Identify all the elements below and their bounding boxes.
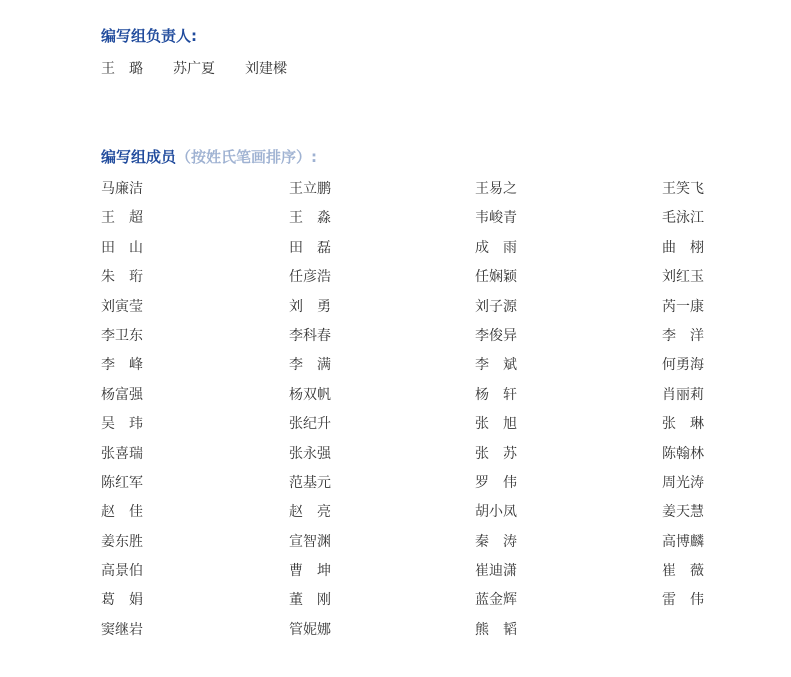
member-name: 刘 勇 bbox=[289, 298, 331, 315]
member-name: 肖丽莉 bbox=[662, 386, 704, 403]
member-row bbox=[101, 267, 721, 296]
member-name: 范基元 bbox=[289, 474, 331, 491]
member-row bbox=[101, 297, 721, 326]
member-name: 杨双帆 bbox=[289, 386, 331, 403]
member-name: 王立鹏 bbox=[289, 181, 331, 197]
member-row bbox=[101, 444, 721, 473]
leads-section-title bbox=[101, 26, 197, 46]
member-name: 李科春 bbox=[289, 327, 331, 344]
member-name: 李 洋 bbox=[662, 327, 704, 344]
member-name: 董 刚 bbox=[289, 592, 331, 609]
member-name: 成 雨 bbox=[475, 239, 517, 256]
member-name: 李俊异 bbox=[475, 327, 517, 344]
member-row bbox=[101, 355, 721, 384]
members-section-title bbox=[101, 147, 317, 167]
member-row bbox=[101, 532, 721, 561]
member-name: 杨 轩 bbox=[475, 386, 517, 403]
member-row bbox=[101, 590, 721, 619]
member-name: 秦 涛 bbox=[475, 533, 517, 550]
member-name: 张永强 bbox=[289, 445, 331, 462]
member-name: 陈红军 bbox=[101, 474, 143, 491]
member-name: 何勇海 bbox=[662, 357, 704, 374]
members-title-colon: : bbox=[311, 148, 318, 166]
member-name: 周光涛 bbox=[662, 474, 704, 491]
member-name: 田 磊 bbox=[289, 239, 331, 256]
member-name: 崔迪潇 bbox=[475, 563, 517, 580]
lead-name: 王 璐 bbox=[101, 61, 143, 77]
member-name: 胡小凤 bbox=[475, 504, 517, 521]
member-row bbox=[101, 238, 721, 267]
member-name: 王 超 bbox=[101, 210, 143, 227]
member-row bbox=[101, 326, 721, 355]
member-name: 雷 伟 bbox=[662, 592, 704, 609]
member-name: 朱 珩 bbox=[101, 269, 143, 286]
member-name: 刘红玉 bbox=[662, 269, 704, 286]
member-row bbox=[101, 385, 721, 414]
member-name: 宣智渊 bbox=[289, 533, 331, 550]
member-name: 曹 坤 bbox=[289, 563, 331, 580]
member-name: 李 峰 bbox=[101, 357, 143, 374]
member-row bbox=[101, 620, 721, 649]
member-name: 韦峻青 bbox=[475, 210, 517, 227]
leads-title-text: 编写组负责人 bbox=[101, 27, 192, 45]
member-name: 刘寅莹 bbox=[101, 298, 143, 315]
member-name: 张 旭 bbox=[475, 416, 517, 433]
member-name: 王 淼 bbox=[289, 210, 331, 227]
member-name: 张 琳 bbox=[662, 416, 704, 433]
member-name: 张 苏 bbox=[475, 445, 517, 462]
leads-title-colon: : bbox=[191, 27, 198, 45]
lead-name: 刘建樑 bbox=[245, 61, 287, 77]
member-name: 刘子源 bbox=[475, 298, 517, 315]
member-row bbox=[101, 179, 721, 208]
member-name: 任彦浩 bbox=[289, 269, 331, 286]
member-name: 陈翰林 bbox=[662, 445, 704, 462]
member-name: 曲 栩 bbox=[662, 239, 704, 256]
member-name: 芮一康 bbox=[662, 298, 704, 315]
member-name: 熊 韬 bbox=[475, 621, 517, 638]
member-name: 马廉洁 bbox=[101, 181, 143, 197]
member-name: 王笑飞 bbox=[662, 181, 704, 197]
lead-name: 苏广夏 bbox=[173, 61, 215, 77]
member-name: 高景伯 bbox=[101, 563, 143, 580]
member-name: 王易之 bbox=[475, 181, 517, 197]
member-name: 任娴颖 bbox=[475, 269, 517, 286]
member-row bbox=[101, 502, 721, 531]
member-name: 姜东胜 bbox=[101, 533, 143, 550]
member-name: 蓝金辉 bbox=[475, 592, 517, 609]
member-name: 吴 玮 bbox=[101, 416, 143, 433]
member-name: 田 山 bbox=[101, 239, 143, 256]
member-name: 李 斌 bbox=[475, 357, 517, 374]
member-name: 姜天慧 bbox=[662, 504, 704, 521]
member-row bbox=[101, 208, 721, 237]
member-row bbox=[101, 561, 721, 590]
members-title-note: （按姓氏笔画排序） bbox=[176, 148, 312, 166]
member-name: 赵 亮 bbox=[289, 504, 331, 521]
member-name: 窦继岩 bbox=[101, 621, 143, 638]
member-name: 管妮娜 bbox=[289, 621, 331, 638]
member-name: 罗 伟 bbox=[475, 474, 517, 491]
member-name: 张喜瑞 bbox=[101, 445, 143, 462]
member-row bbox=[101, 414, 721, 443]
members-name-grid bbox=[101, 179, 721, 649]
member-name: 高博麟 bbox=[662, 533, 704, 550]
member-row bbox=[101, 473, 721, 502]
member-name: 崔 薇 bbox=[662, 563, 704, 580]
members-title-text: 编写组成员 bbox=[101, 148, 177, 166]
member-name: 李卫东 bbox=[101, 327, 143, 344]
member-name: 张纪升 bbox=[289, 416, 331, 433]
member-name: 毛泳江 bbox=[662, 210, 704, 227]
member-name: 李 满 bbox=[289, 357, 331, 374]
member-name: 葛 娟 bbox=[101, 592, 143, 609]
member-name: 杨富强 bbox=[101, 386, 143, 403]
member-name: 赵 佳 bbox=[101, 504, 143, 521]
